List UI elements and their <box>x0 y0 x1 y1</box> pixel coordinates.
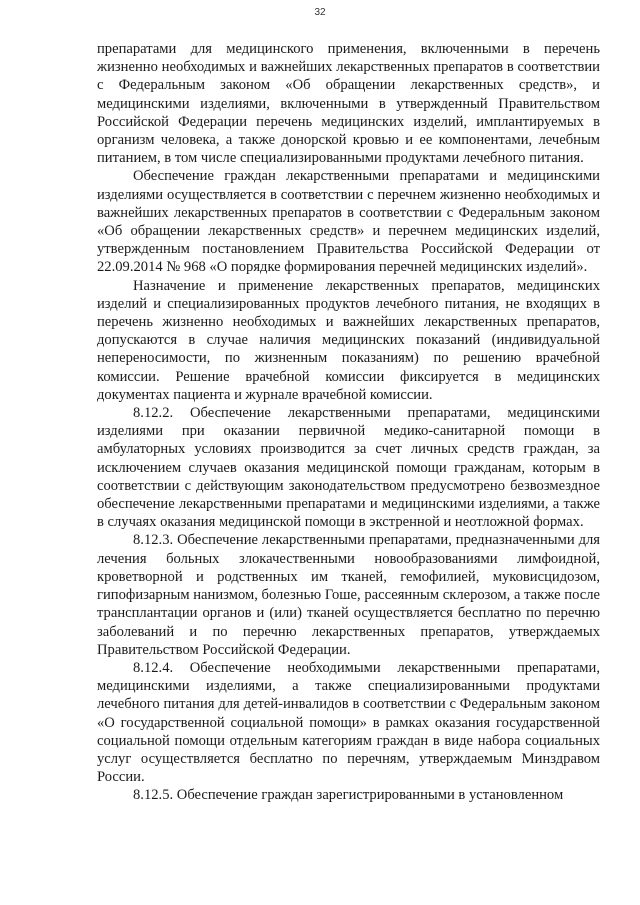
paragraph-section-8-12-4: 8.12.4. Обеспечение необходимыми лекарственными препаратами, медицинскими изделиями, а также специализированными продуктами лечебного питания для детей-инвалидов в соответствии с Федеральным законом «О государственной социальной помощи» в рамках оказания государственной социальной помощи отдельным категориям граждан в виде набора социальных услуг осуществляется бесплатно по перечням, утверждаемым Минздравом России. <box>97 659 600 786</box>
page-number: 32 <box>314 7 326 18</box>
paragraph-continuation: препаратами для медицинского применения, включенными в перечень жизненно необходимых и важнейших лекарственных препаратов в соответствии с Федеральным законом «Об обращении лекарственных средств», и медицинскими изделиями, включенными в утвержденный Правительством Российской Федерации перечень медицинских изделий, имплантируемых в организм человека, а также донорской кровью и ее компонентами, лечебным питанием, в том числе специализированными продуктами лечебного питания. <box>97 41 600 167</box>
paragraph-section-8-12-5: 8.12.5. Обеспечение граждан зарегистрированными в установленном <box>133 787 564 804</box>
paragraph-prescription-outside-list: Назначение и применение лекарственных препаратов, медицинских изделий и специализированных продуктов лечебного питания, не входящих в перечень жизненно необходимых и важнейших лекарственных препаратов, допускаются в случае наличия медицинских показаний (индивидуальной непереносимости, по жизненным показаниям) по решению врачебной комиссии. Решение врачебной комиссии фиксируется в медицинских документах пациента и журнале врачебной комиссии. <box>97 277 600 403</box>
document-body <box>97 40 600 805</box>
paragraph-section-8-12-2: 8.12.2. Обеспечение лекарственными препаратами, медицинскими изделиями при оказании первичной медико-санитарной помощи в амбулаторных условиях производится за счет личных средств граждан, за исключением случаев оказания медицинской помощи гражданам, которым в соответствии с действующим законодательством предусмотрено безвозмездное обеспечение лекарственными препаратами и медицинскими изделиями, а также в случаях оказания медицинской помощи в экстренной и неотложной формах. <box>97 405 600 531</box>
paragraph-section-8-12-3: 8.12.3. Обеспечение лекарственными препаратами, предназначенными для лечения больных злокачественными новообразованиями лимфоидной, кроветворной и родственных им тканей, гемофилией, муковисцидозом, гипофизарным нанизмом, болезнью Гоше, рассеянным склерозом, а также после трансплантации органов и (или) тканей осуществляется бесплатно по перечню заболеваний и по перечню лекарственных препаратов, утверждаемых Правительством Российской Федерации. <box>97 532 600 658</box>
paragraph-provision-of-drugs: Обеспечение граждан лекарственными препаратами и медицинскими изделиями осуществляется в соответствии с перечнем жизненно необходимых и важнейших лекарственных препаратов в соответствии с Федеральным законом «Об обращении лекарственных средств» и перечнем медицинских изделий, утвержденным постановлением Правительства Российской Федерации от 22.09.2014 № 968 «О порядке формирования перечней медицинских изделий». <box>97 168 600 276</box>
